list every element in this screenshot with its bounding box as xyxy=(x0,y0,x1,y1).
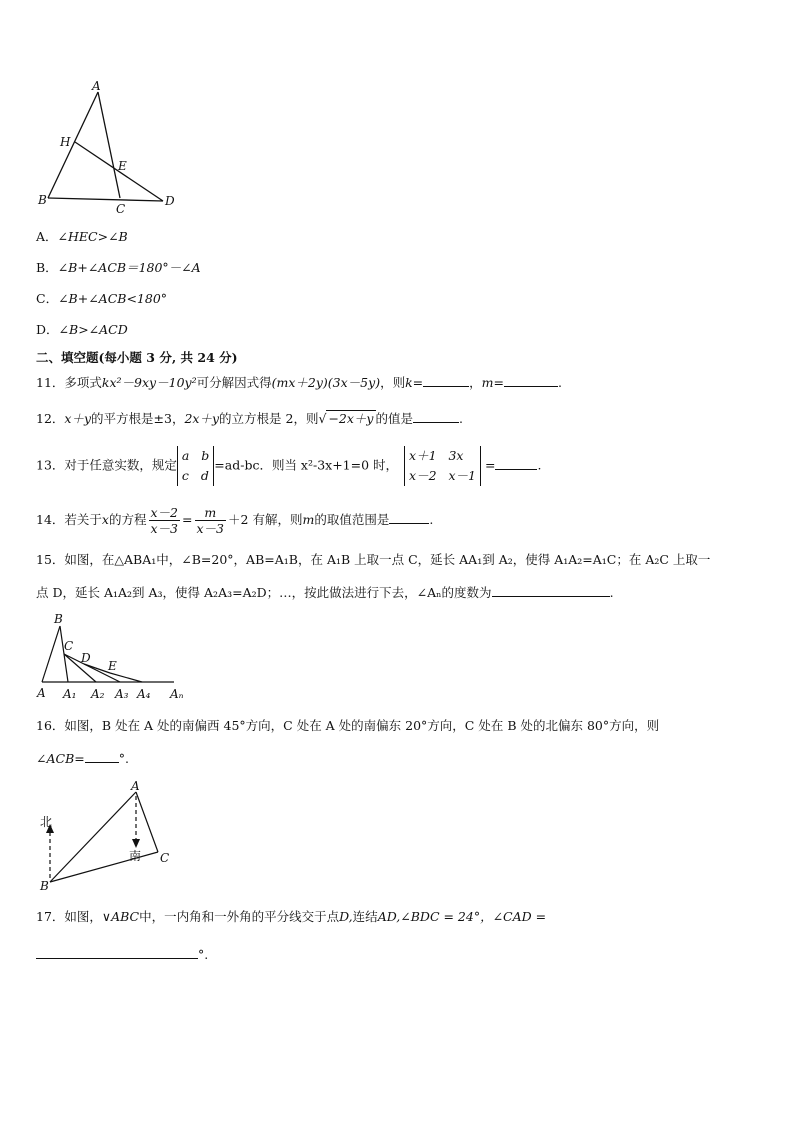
south-arrowhead xyxy=(132,839,140,848)
segment-ab xyxy=(48,92,98,198)
fraction-1-numerator: x－2 xyxy=(150,505,179,520)
question-11: 11．多项式kx²－9xy－10y²可分解因式得(mx＋2y)(3x－5y)，则k= ，m= . xyxy=(36,375,562,390)
segment-de xyxy=(84,664,110,673)
option-b xyxy=(36,259,201,277)
option-c-label: C． xyxy=(36,291,59,306)
q14-var-x: x xyxy=(101,512,109,527)
q17-text-2: 中，一内角和一外角的平分线交于点 xyxy=(139,909,340,924)
figure-bearings xyxy=(36,778,186,894)
q12-expr-a: x＋y xyxy=(64,411,92,426)
q11-k: k= xyxy=(405,375,424,390)
q16-text-1: 如图，B 处在 A 处的南偏西 45°方向，C 处在 A 处的南偏东 20°方向，C 处在 B 处的北偏东 80°方向，则 xyxy=(64,718,660,733)
label-c: C xyxy=(64,639,74,653)
q11-text-tail: ，则 xyxy=(380,375,406,390)
q14-text-1: 若关于 xyxy=(64,512,102,527)
label-a1: A₁ xyxy=(63,687,77,701)
q13-text-1: 对于任意实数，规定 xyxy=(64,457,177,473)
q14-text-4: 的取值范围是 xyxy=(314,512,390,527)
label-a: A xyxy=(37,686,46,700)
option-a-text: ∠HEC>∠B xyxy=(57,229,128,244)
q16-angle: ∠ACB= xyxy=(36,751,85,766)
q15-end: . xyxy=(609,585,614,600)
fraction-1-denominator: x－3 xyxy=(150,521,179,536)
q11-m: m= xyxy=(481,375,504,390)
fraction-2-numerator: m xyxy=(195,505,227,521)
q14-fraction-2 xyxy=(195,505,227,536)
q12-text-3: 的值是 xyxy=(375,411,414,426)
q13-text-3: =ad-bc．则当 x²-3x+1=0 时， xyxy=(214,457,399,473)
q15-text-1: 如图，在△ABA₁中，∠B=20°，AB=A₁B，在 A₁B 上取一点 C，延长 AA₁到 A₂，使得 A₁A₂=A₁C；在 A₂C 上取一 xyxy=(64,552,711,567)
q12-expr-b: 2x＋y xyxy=(184,411,220,426)
q14-fraction-1 xyxy=(149,505,181,536)
question-15-line-1 xyxy=(36,551,710,569)
figure-triangle-abd xyxy=(36,80,186,215)
label-c: C xyxy=(116,202,126,216)
q17-number: 17． xyxy=(36,909,65,924)
option-c-text: ∠B+∠ACB<180° xyxy=(58,291,168,306)
label-e: E xyxy=(108,659,117,673)
q14-blank[interactable] xyxy=(389,511,429,524)
q15-blank[interactable] xyxy=(492,584,610,597)
question-17-line-1 xyxy=(36,908,546,926)
q13-matrix-2 xyxy=(404,446,481,486)
q11-end: . xyxy=(558,375,562,390)
q13-end: . xyxy=(537,457,542,473)
q17-end: °. xyxy=(198,947,209,962)
label-a4: A₄ xyxy=(137,687,151,701)
label-c: C xyxy=(160,851,170,865)
q12-radicand: −2x＋y xyxy=(328,411,374,426)
label-b: B xyxy=(38,193,47,207)
option-b-label: B． xyxy=(36,260,58,275)
q17-blank[interactable] xyxy=(36,946,198,959)
section-heading: 二、填空题(每小题 3 分, 共 24 分) xyxy=(36,350,238,365)
q12-end: . xyxy=(459,411,463,426)
segment-ac xyxy=(136,792,158,852)
matrix-1-row-1: a b xyxy=(181,448,210,463)
q11-factors: (mx＋2y)(3x－5y) xyxy=(271,375,381,390)
q11-text: 多项式 xyxy=(64,375,102,390)
label-h: H xyxy=(60,135,71,149)
q16-end: °. xyxy=(118,751,129,766)
question-14 xyxy=(36,505,433,536)
q11-text-mid: 可分解因式得 xyxy=(196,375,272,390)
label-south: 南 xyxy=(129,849,142,863)
label-d: D xyxy=(81,651,91,665)
q13-matrix-1 xyxy=(177,446,214,486)
label-north: 北 xyxy=(40,815,53,829)
matrix-2-row-1: x＋1 3x xyxy=(409,448,464,463)
q12-blank[interactable] xyxy=(413,410,459,423)
q13-number: 13． xyxy=(36,457,65,473)
question-17-line-2 xyxy=(36,946,208,964)
q17-text-3: 连结 xyxy=(352,909,378,924)
question-12 xyxy=(36,410,463,428)
question-13 xyxy=(36,446,541,486)
q17-point-d: D, xyxy=(339,909,353,924)
label-a3: A₃ xyxy=(115,687,129,701)
q14-eq: = xyxy=(182,512,193,527)
matrix-2-row-2: x－2 x－1 xyxy=(409,468,476,483)
label-b: B xyxy=(54,612,63,626)
q12-number: 12． xyxy=(36,411,65,426)
q17-text-1: 如图， xyxy=(64,909,102,924)
option-a xyxy=(36,228,128,246)
label-a: A xyxy=(131,779,140,793)
option-c xyxy=(36,290,167,308)
option-b-text: ∠B+∠ACB＝180°－∠A xyxy=(57,260,201,275)
segment-ac xyxy=(98,92,120,198)
q11-number: 11． xyxy=(36,375,65,390)
q14-text-3: ＋2 有解，则 xyxy=(228,512,303,527)
figure-isosceles-chain xyxy=(36,612,196,704)
fraction-2-denominator: x－3 xyxy=(196,521,225,536)
question-16-line-1 xyxy=(36,717,659,735)
label-e: E xyxy=(118,159,127,173)
q13-blank[interactable] xyxy=(495,457,537,470)
q11-blank-m[interactable] xyxy=(504,374,558,387)
q16-number: 16． xyxy=(36,718,65,733)
segment-bc xyxy=(50,852,158,882)
label-a2: A₂ xyxy=(91,687,105,701)
q17-expr: AD,∠BDC = 24°，∠CAD = xyxy=(377,909,547,924)
option-a-label: A． xyxy=(36,229,58,244)
label-d: D xyxy=(165,194,175,208)
segment-bd xyxy=(48,198,163,201)
q16-blank[interactable] xyxy=(85,750,119,763)
q14-number: 14． xyxy=(36,512,65,527)
matrix-1-row-2: c d xyxy=(181,468,209,483)
label-b: B xyxy=(40,879,49,893)
q11-blank-k[interactable] xyxy=(423,374,469,387)
segment-ea4 xyxy=(110,673,142,682)
label-an: Aₙ xyxy=(170,687,184,701)
q12-text-2: 的立方根是 2，则 xyxy=(219,411,319,426)
q14-end: . xyxy=(429,512,434,527)
question-16-line-2 xyxy=(36,750,129,768)
q15-number: 15． xyxy=(36,552,65,567)
q11-polynomial: kx²－9xy－10y² xyxy=(101,375,197,390)
option-d-text: ∠B>∠ACD xyxy=(58,322,128,337)
question-15-line-2 xyxy=(36,584,614,602)
segment-ab xyxy=(42,626,60,682)
label-a: A xyxy=(92,79,101,93)
q14-var-m: m xyxy=(302,512,315,527)
q12-text-1: 的平方根是±3， xyxy=(91,411,185,426)
q17-triangle: ∨ABC xyxy=(101,909,140,924)
q13-equals: = xyxy=(484,457,496,473)
option-d-label: D． xyxy=(36,322,59,337)
segment-ab xyxy=(50,792,136,882)
option-d xyxy=(36,321,128,339)
q14-text-2: 的方程 xyxy=(108,512,147,527)
sqrt-sign: √ xyxy=(318,411,327,426)
q15-text-2: 点 D，延长 A₁A₂到 A₃，使得 A₂A₃=A₂D；…，按此做法进行下去，∠Aₙ的度数为 xyxy=(36,585,492,600)
